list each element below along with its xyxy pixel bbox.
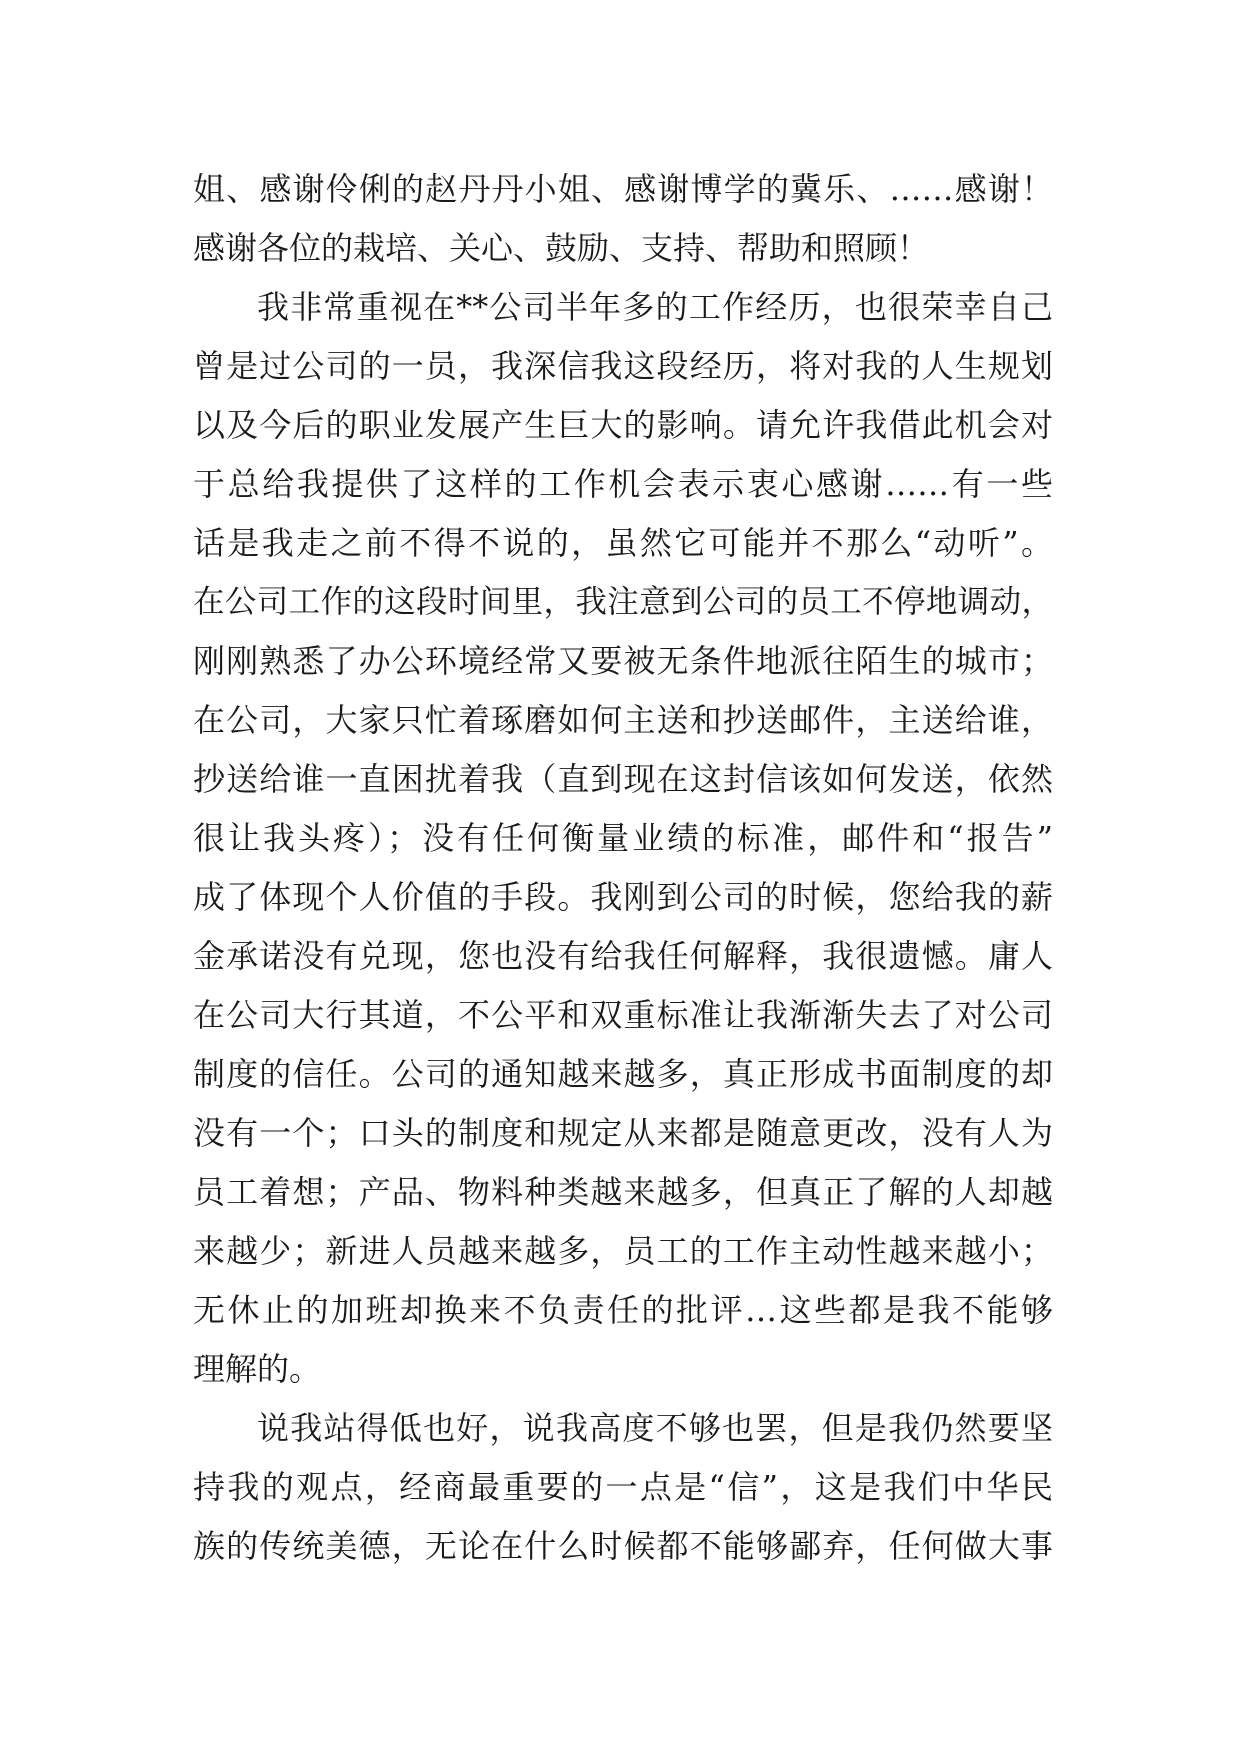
text-line: 很让我头疼）；没有任何衡量业绩的标准，邮件和“报告” bbox=[193, 819, 1053, 857]
text-line: 说我站得低也好，说我高度不够也罢，但是我仍然要坚 bbox=[257, 1409, 1053, 1447]
text-line: 无休止的加班却换来不负责任的批评…这些都是我不能够 bbox=[193, 1291, 1053, 1329]
text-line: 抄送给谁一直困扰着我（直到现在这封信该如何发送，依然 bbox=[193, 760, 1053, 798]
body-text bbox=[193, 160, 1053, 1576]
text-line: 在公司，大家只忙着琢磨如何主送和抄送邮件，主送给谁， bbox=[193, 701, 1053, 739]
text-line: 族的传统美德，无论在什么时候都不能够鄙弃，任何做大事 bbox=[193, 1527, 1053, 1565]
text-line: 感谢各位的栽培、关心、鼓励、支持、帮助和照顾！ bbox=[193, 229, 930, 267]
text-line: 成了体现个人价值的手段。我刚到公司的时候，您给我的薪 bbox=[193, 878, 1053, 916]
text-line: 于总给我提供了这样的工作机会表示衷心感谢……有一些 bbox=[193, 465, 1053, 503]
text-line: 曾是过公司的一员，我深信我这段经历，将对我的人生规划 bbox=[193, 347, 1053, 385]
text-line: 理解的。 bbox=[193, 1350, 322, 1388]
text-line: 来越少；新进人员越来越多，员工的工作主动性越来越小； bbox=[193, 1232, 1053, 1270]
text-line: 我非常重视在**公司半年多的工作经历，也很荣幸自己 bbox=[257, 288, 1053, 326]
text-line: 员工着想；产品、物料种类越来越多，但真正了解的人却越 bbox=[193, 1173, 1053, 1211]
text-line: 在公司大行其道，不公平和双重标准让我渐渐失去了对公司 bbox=[193, 996, 1053, 1034]
text-line: 持我的观点，经商最重要的一点是“信”，这是我们中华民 bbox=[193, 1468, 1053, 1506]
text-line: 在公司工作的这段时间里，我注意到公司的员工不停地调动， bbox=[193, 584, 1053, 620]
text-line: 制度的信任。公司的通知越来越多，真正形成书面制度的却 bbox=[193, 1055, 1053, 1093]
text-line: 以及今后的职业发展产生巨大的影响。请允许我借此机会对 bbox=[193, 406, 1053, 444]
text-line: 没有一个；口头的制度和规定从来都是随意更改，没有人为 bbox=[193, 1114, 1053, 1152]
text-line: 金承诺没有兑现，您也没有给我任何解释，我很遗憾。庸人 bbox=[193, 937, 1053, 975]
text-line: 话是我走之前不得不说的，虽然它可能并不那么“动听”。 bbox=[193, 524, 1053, 562]
text-line: 刚刚熟悉了办公环境经常又要被无条件地派往陌生的城市； bbox=[193, 642, 1053, 680]
text-line: 姐、感谢伶俐的赵丹丹小姐、感谢博学的冀乐、……感谢！ bbox=[193, 170, 1053, 208]
